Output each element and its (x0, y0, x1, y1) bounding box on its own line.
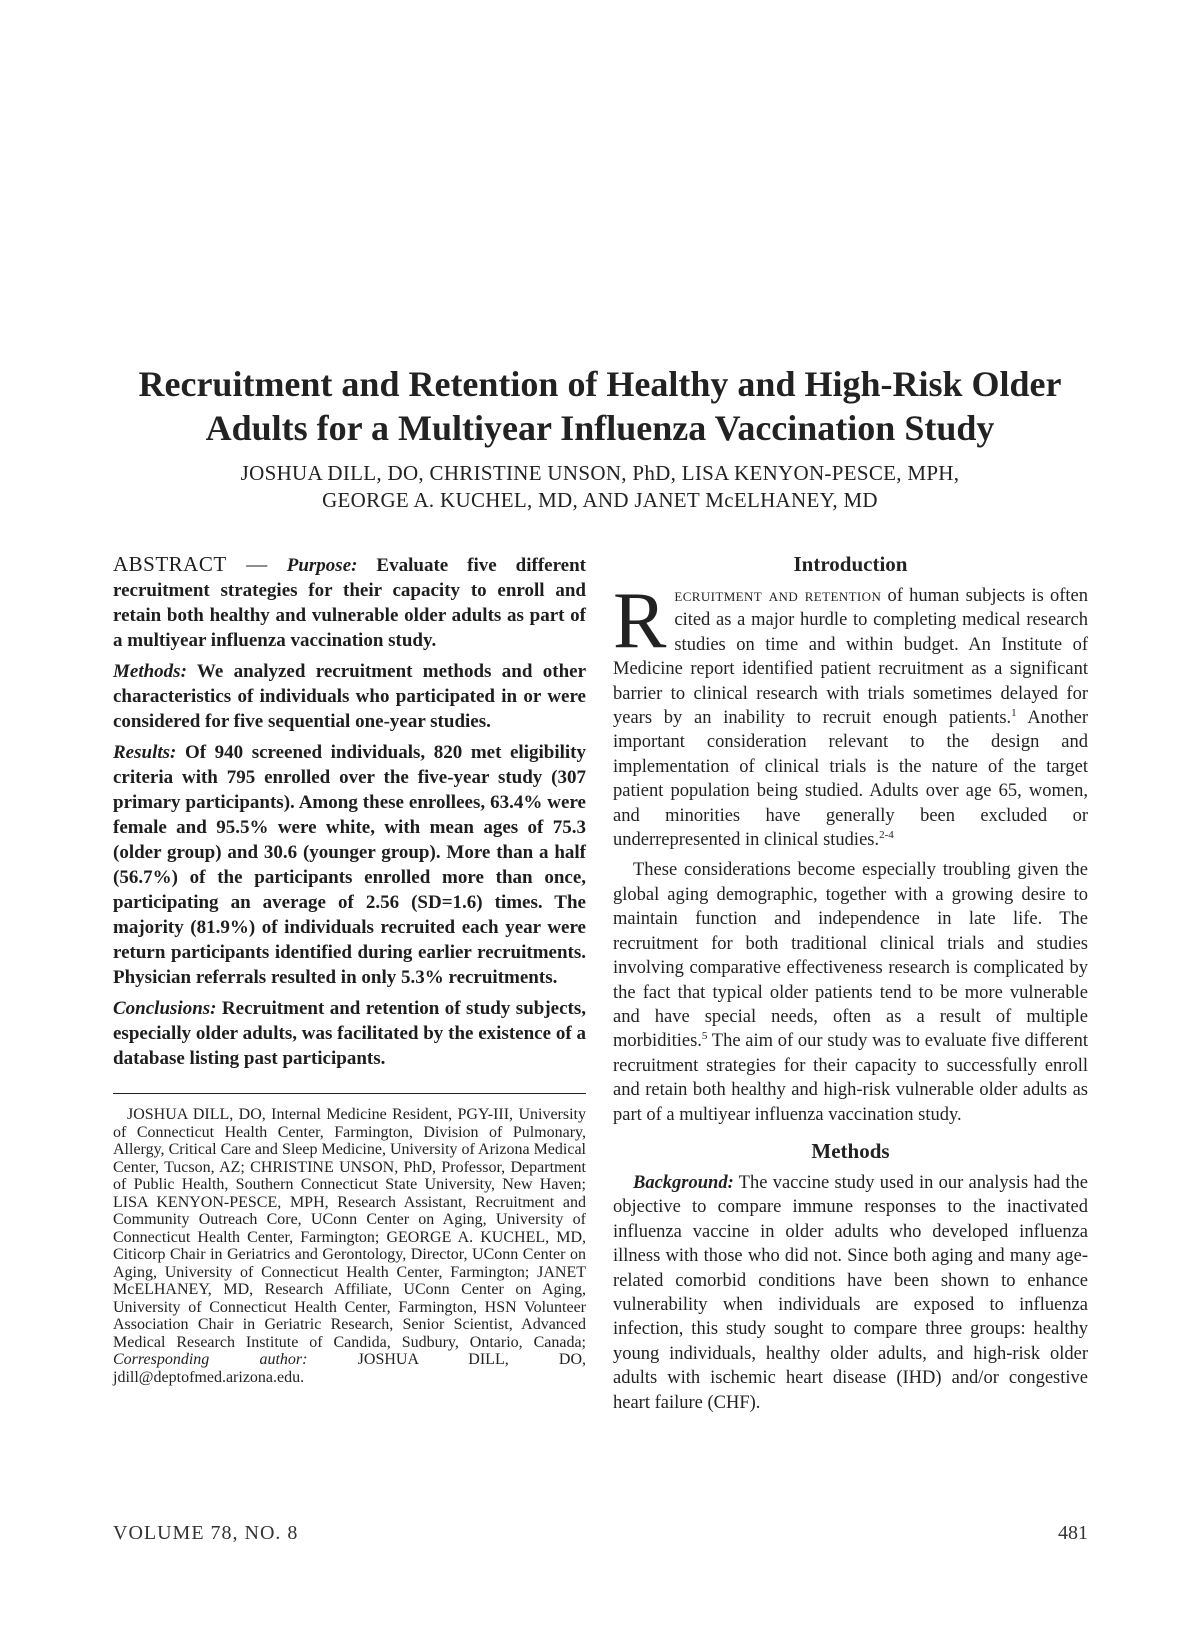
conclusions-text: Recruitment and retention of study subjects, especially older adults, was facilitated by the existence of a database listing past participants. (113, 998, 586, 1069)
reference-2-4: 2-4 (879, 828, 894, 841)
authors-line-2: GEORGE A. KUCHEL, MD, AND JANET McELHANEY, MD (322, 488, 878, 512)
purpose-text: Evaluate five different recruitment strategies for their capacity to enroll and retain both healthy and vulnerable older adults as part of a multiyear influenza vaccination study. (113, 555, 587, 651)
title-line-1: Recruitment and Retention of Healthy and High-Risk Older (138, 364, 1062, 405)
purpose-label: Purpose: (286, 555, 358, 576)
abstract-lead: ABSTRACT — (113, 552, 268, 576)
abstract-conclusions (113, 996, 586, 1071)
methods-label: Methods: (113, 661, 187, 682)
drop-cap: R (613, 577, 667, 665)
abstract-methods (113, 659, 586, 734)
introduction-paragraph-1 (613, 577, 1089, 852)
authors-line-1: JOSHUA DILL, DO, CHRISTINE UNSON, PhD, LISA KENYON-PESCE, MPH, (240, 461, 960, 485)
results-label: Results: (113, 742, 177, 763)
footnote-text: JOSHUA DILL, DO, Internal Medicine Resident, PGY-III, University of Connecticut Health Center, Farmington, Division of Pulmonary, Allergy, Critical Care and Sleep Medicine, University of Arizona Medical Center, Tucson, AZ; CHRISTINE UNSON, PhD, Professor, Department of Public Health, Southern Connecticut State University, New Haven; LISA KENYON-PESCE, MPH, Research Assistant, Recruitment and Community Outreach Core, UConn Center on Aging, University of Connecticut Health Center, Farmington; GEORGE A. KUCHEL, MD, Citicorp Chair in Geriatrics and Gerontology, Director, UConn Center on Aging, University of Connecticut Health Center, Farmington; JANET McELHANEY, MD, Research Affiliate, UConn Center on Aging, University of Connecticut Health Center, Farmington, HSN Volunteer Association Chair in Geriatric Research, Senior Scientist, Advanced Medical Research Institute of Candida, Sudbury, Ontario, Canada; (113, 1106, 586, 1351)
results-text: Of 940 screened individuals, 820 met eligibility criteria with 795 enrolled over the five-year study (307 primary participants). Among these enrollees, 63.4% were female and 95.5% were white, with mean ages of 75.3 (older group) and 30.6 (younger group). More than a half (56.7%) of the participants enrolled more than once, participating an average of 2.56 (SD=1.6) times. The majority (81.9%) of individuals recruited each year were return participants identified during earlier recruitments. Physician referrals resulted in only 5.3% recruitments. (113, 742, 586, 988)
abstract-purpose (113, 552, 586, 653)
page-number: 481 (1058, 1522, 1088, 1544)
intro-p2-a: These considerations become especially troubling given the global aging demographic, together with a growing desire to maintain function and independence in late life. The recruitment for both traditional clinical trials and studies involving comparative effectiveness research is complicated by the fact that typical older patients tend to be more vulnerable and have special needs, often as a result of multiple morbidities. (613, 860, 1088, 1052)
intro-p1-a: of human subjects is often cited as a major hurdle to completing medical research studies on time and within budget. An Institute of Medicine report identified patient recruitment as a significant barrier to clinical research with trials sometimes delayed for years by an inability to recruit enough patients. (613, 586, 1089, 729)
corresponding-author-label: Corresponding author: (113, 1351, 308, 1368)
volume-number: VOLUME 78, NO. 8 (113, 1522, 299, 1544)
intro-p2-b: The aim of our study was to evaluate five different recruitment strategies for their capacity to successfully enroll and retain both healthy and high-risk vulnerable older adults as part of a multiyear influenza vaccination study. (613, 1031, 1088, 1125)
title-line-2: Adults for a Multiyear Influenza Vaccination Study (205, 408, 995, 449)
methods-paragraph-1 (613, 1171, 1088, 1415)
abstract (113, 552, 586, 1071)
introduction-heading: Introduction (793, 552, 908, 576)
intro-smallcaps: ecruitment and retention (674, 586, 882, 606)
footnote-divider (113, 1093, 586, 1094)
conclusions-label: Conclusions: (113, 998, 217, 1019)
left-column (113, 552, 586, 1386)
reference-1: 1 (1011, 706, 1017, 719)
reference-5: 5 (701, 1030, 708, 1043)
methods-heading: Methods (811, 1138, 890, 1163)
methods-text: We analyzed recruitment methods and other characteristics of individuals who participated in or were considered for five sequential one-year studies. (113, 661, 586, 732)
author-affiliations-footnote (113, 1106, 586, 1386)
background-text: The vaccine study used in our analysis had the objective to compare immune responses to the inactivated influenza vaccine in older adults who developed influenza illness with those who did not. Since both aging and many age-related comorbid conditions have been shown to enhance vulnerability when individuals are exposed to influenza infection, this study sought to compare three groups: healthy young individuals, healthy older adults, and high-risk older adults with ischemic heart disease (IHD) and/or congestive heart failure (CHF). (613, 1172, 1088, 1413)
introduction-paragraph-2 (613, 858, 1088, 1126)
corresponding-author-text: JOSHUA DILL, DO, jdill@deptofmed.arizona.edu. (113, 1351, 586, 1386)
article-title (60, 362, 1140, 450)
author-list (60, 460, 1140, 514)
intro-p1-b: Another important consideration relevant to the design and implementation of clinical trials is the nature of the target patient population being studied. Adults over age 65, women, and minorities have generally been excluded or underrepresented in clinical studies. (613, 708, 1088, 851)
right-column (613, 552, 1088, 1421)
abstract-results (113, 740, 586, 990)
background-label: Background: (633, 1172, 734, 1193)
